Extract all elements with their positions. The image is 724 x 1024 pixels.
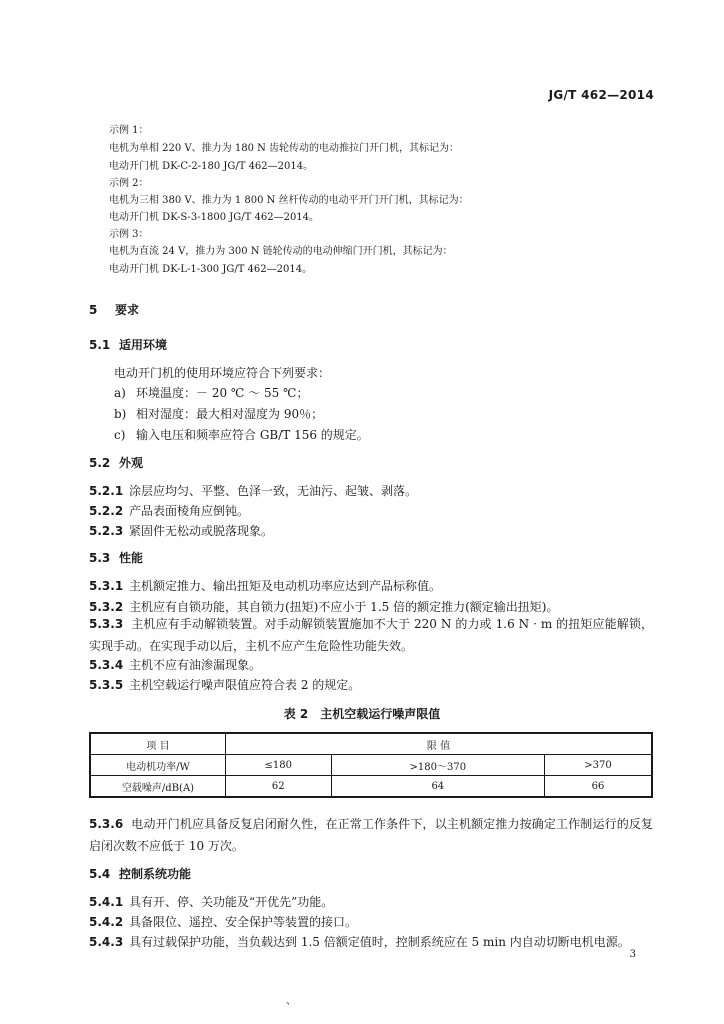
clause-text: 主机应有自锁功能，其自锁力(扭矩)不应小于 1.5 倍的额定推力(额定输出扭矩)。 [129, 600, 559, 614]
clause-number: 5.2.2 [89, 504, 124, 518]
table-row [90, 755, 652, 776]
clause-text: 具有过载保护功能，当负载达到 1.5 倍额定值时，控制系统应在 5 min 内自动切断电机电源。 [129, 935, 630, 949]
table-cell: >370 [545, 755, 652, 776]
section-number: 5.2 [89, 456, 111, 470]
clause-number: 5.4.3 [89, 935, 124, 949]
clause-5-2-3 [89, 522, 273, 539]
clause-5-2-1 [89, 482, 417, 499]
clause-5-3-1 [89, 577, 441, 594]
clause-text: 产品表面棱角应倒钝。 [129, 504, 250, 518]
section-title: 性能 [119, 551, 144, 565]
clause-number: 5.3.5 [89, 678, 124, 692]
clause-5-3-6 [89, 813, 653, 857]
clause-5-3-3 [89, 613, 653, 657]
list-marker: a) [114, 386, 126, 400]
table-cell: 62 [226, 776, 332, 798]
list-item [114, 405, 323, 422]
clause-text: 主机不应有油渗漏现象。 [129, 658, 262, 672]
clause-number: 5.2.1 [89, 484, 124, 498]
clause-5-4-2 [89, 913, 357, 930]
section-title: 控制系统功能 [119, 867, 192, 881]
section-title: 外观 [119, 456, 144, 470]
example-1-label: 示例 1： [109, 125, 149, 136]
table-cell: 66 [545, 776, 652, 798]
noise-limit-table [89, 732, 653, 798]
table-cell: >180～370 [331, 755, 544, 776]
clause-number: 5.2.3 [89, 524, 124, 538]
table-cell: 电动机功率/W [90, 755, 226, 776]
table-row [90, 733, 652, 755]
standard-code: JG/T 462—2014 [548, 88, 654, 102]
table-cell: 64 [331, 776, 544, 798]
clause-number: 5.3.6 [89, 817, 124, 831]
page-number: 3 [629, 949, 636, 960]
example-3-mark: 电动开门机 DK-L-1-300 JG/T 462—2014。 [109, 264, 313, 275]
table-row [90, 776, 652, 798]
list-marker: c) [114, 428, 126, 442]
example-2-mark: 电动开门机 DK-S-3-1800 JG/T 462—2014。 [109, 212, 320, 223]
clause-number: 5.4.2 [89, 915, 124, 929]
list-marker: b) [114, 407, 127, 421]
clause-text: 主机额定推力、输出扭矩及电动机功率应达到产品标称值。 [129, 579, 442, 593]
section-5-4-heading [89, 865, 191, 882]
clause-5-4-3 [89, 933, 630, 950]
table-2-caption: 表 2 主机空载运行噪声限值 [283, 707, 441, 721]
example-1-text: 电机为单相 220 V、推力为 180 N 齿轮传动的电动推拉门开门机，其标记为： [109, 143, 460, 154]
clause-5-2-2 [89, 502, 249, 519]
section-number: 5.3 [89, 551, 111, 565]
section-number: 5 [89, 303, 98, 317]
section-5-heading [89, 301, 139, 318]
clause-number: 5.3.4 [89, 658, 124, 672]
clause-5-4-1 [89, 893, 333, 910]
stray-mark: 、 [286, 996, 296, 1007]
example-2-text: 电机为三相 380 V、推力为 1 800 N 丝杆传动的电动平开门开门机，其标记为： [109, 195, 469, 206]
clause-number: 5.3.3 [89, 617, 124, 631]
list-item [114, 426, 369, 443]
table-cell: ≤180 [226, 755, 332, 776]
clause-text: 主机应有手动解锁装置。对手动解锁装置施加不大于 220 N 的力或 1.6 N · m 的扭矩应能解锁，实现手动。在实现手动以后，主机不应产生危险性功能失效。 [89, 617, 653, 653]
list-text: 环境温度：－ 20 ℃ ～ 55 ℃； [136, 386, 309, 400]
environment-intro: 电动开门机的使用环境应符合下列要求： [114, 366, 331, 380]
clause-text: 紧固件无松动或脱落现象。 [129, 524, 274, 538]
section-5-2-heading [89, 454, 143, 471]
clause-number: 5.3.2 [89, 600, 124, 614]
table-head-limit: 限 值 [226, 733, 653, 755]
clause-5-3-4 [89, 656, 261, 673]
section-number: 5.4 [89, 867, 111, 881]
table-head-item: 项 目 [90, 733, 226, 755]
example-3-text: 电机为直流 24 V，推力为 300 N 链轮传动的电动伸缩门开门机，其标记为： [109, 246, 453, 257]
clause-number: 5.3.1 [89, 579, 124, 593]
example-2-label: 示例 2： [109, 178, 149, 189]
section-title: 要求 [115, 303, 140, 317]
clause-text: 主机空载运行噪声限值应符合表 2 的规定。 [129, 678, 361, 692]
section-number: 5.1 [89, 338, 111, 352]
clause-text: 具备限位、遥控、安全保护等装置的接口。 [129, 915, 358, 929]
section-5-1-heading [89, 336, 167, 353]
clause-5-3-5 [89, 676, 360, 693]
example-1-mark: 电动开门机 DK-C-2-180 JG/T 462—2014。 [109, 161, 314, 172]
table-cell: 空载噪声/dB(A) [90, 776, 226, 798]
clause-text: 具有开、停、关功能及“开优先”功能。 [129, 895, 334, 909]
example-3-label: 示例 3： [109, 229, 149, 240]
clause-text: 涂层应均匀、平整、色泽一致，无油污、起皱、剥落。 [129, 484, 418, 498]
list-item [114, 384, 308, 401]
list-text: 输入电压和频率应符合 GB/T 156 的规定。 [136, 428, 369, 442]
section-title: 适用环境 [119, 338, 168, 352]
section-5-3-heading [89, 549, 143, 566]
list-text: 相对湿度：最大相对湿度为 90％； [136, 407, 324, 421]
clause-text: 电动开门机应具备反复启闭耐久性，在正常工作条件下，以主机额定推力按确定工作制运行的反复启闭次数不应低于 10 万次。 [89, 817, 653, 853]
clause-number: 5.4.1 [89, 895, 124, 909]
